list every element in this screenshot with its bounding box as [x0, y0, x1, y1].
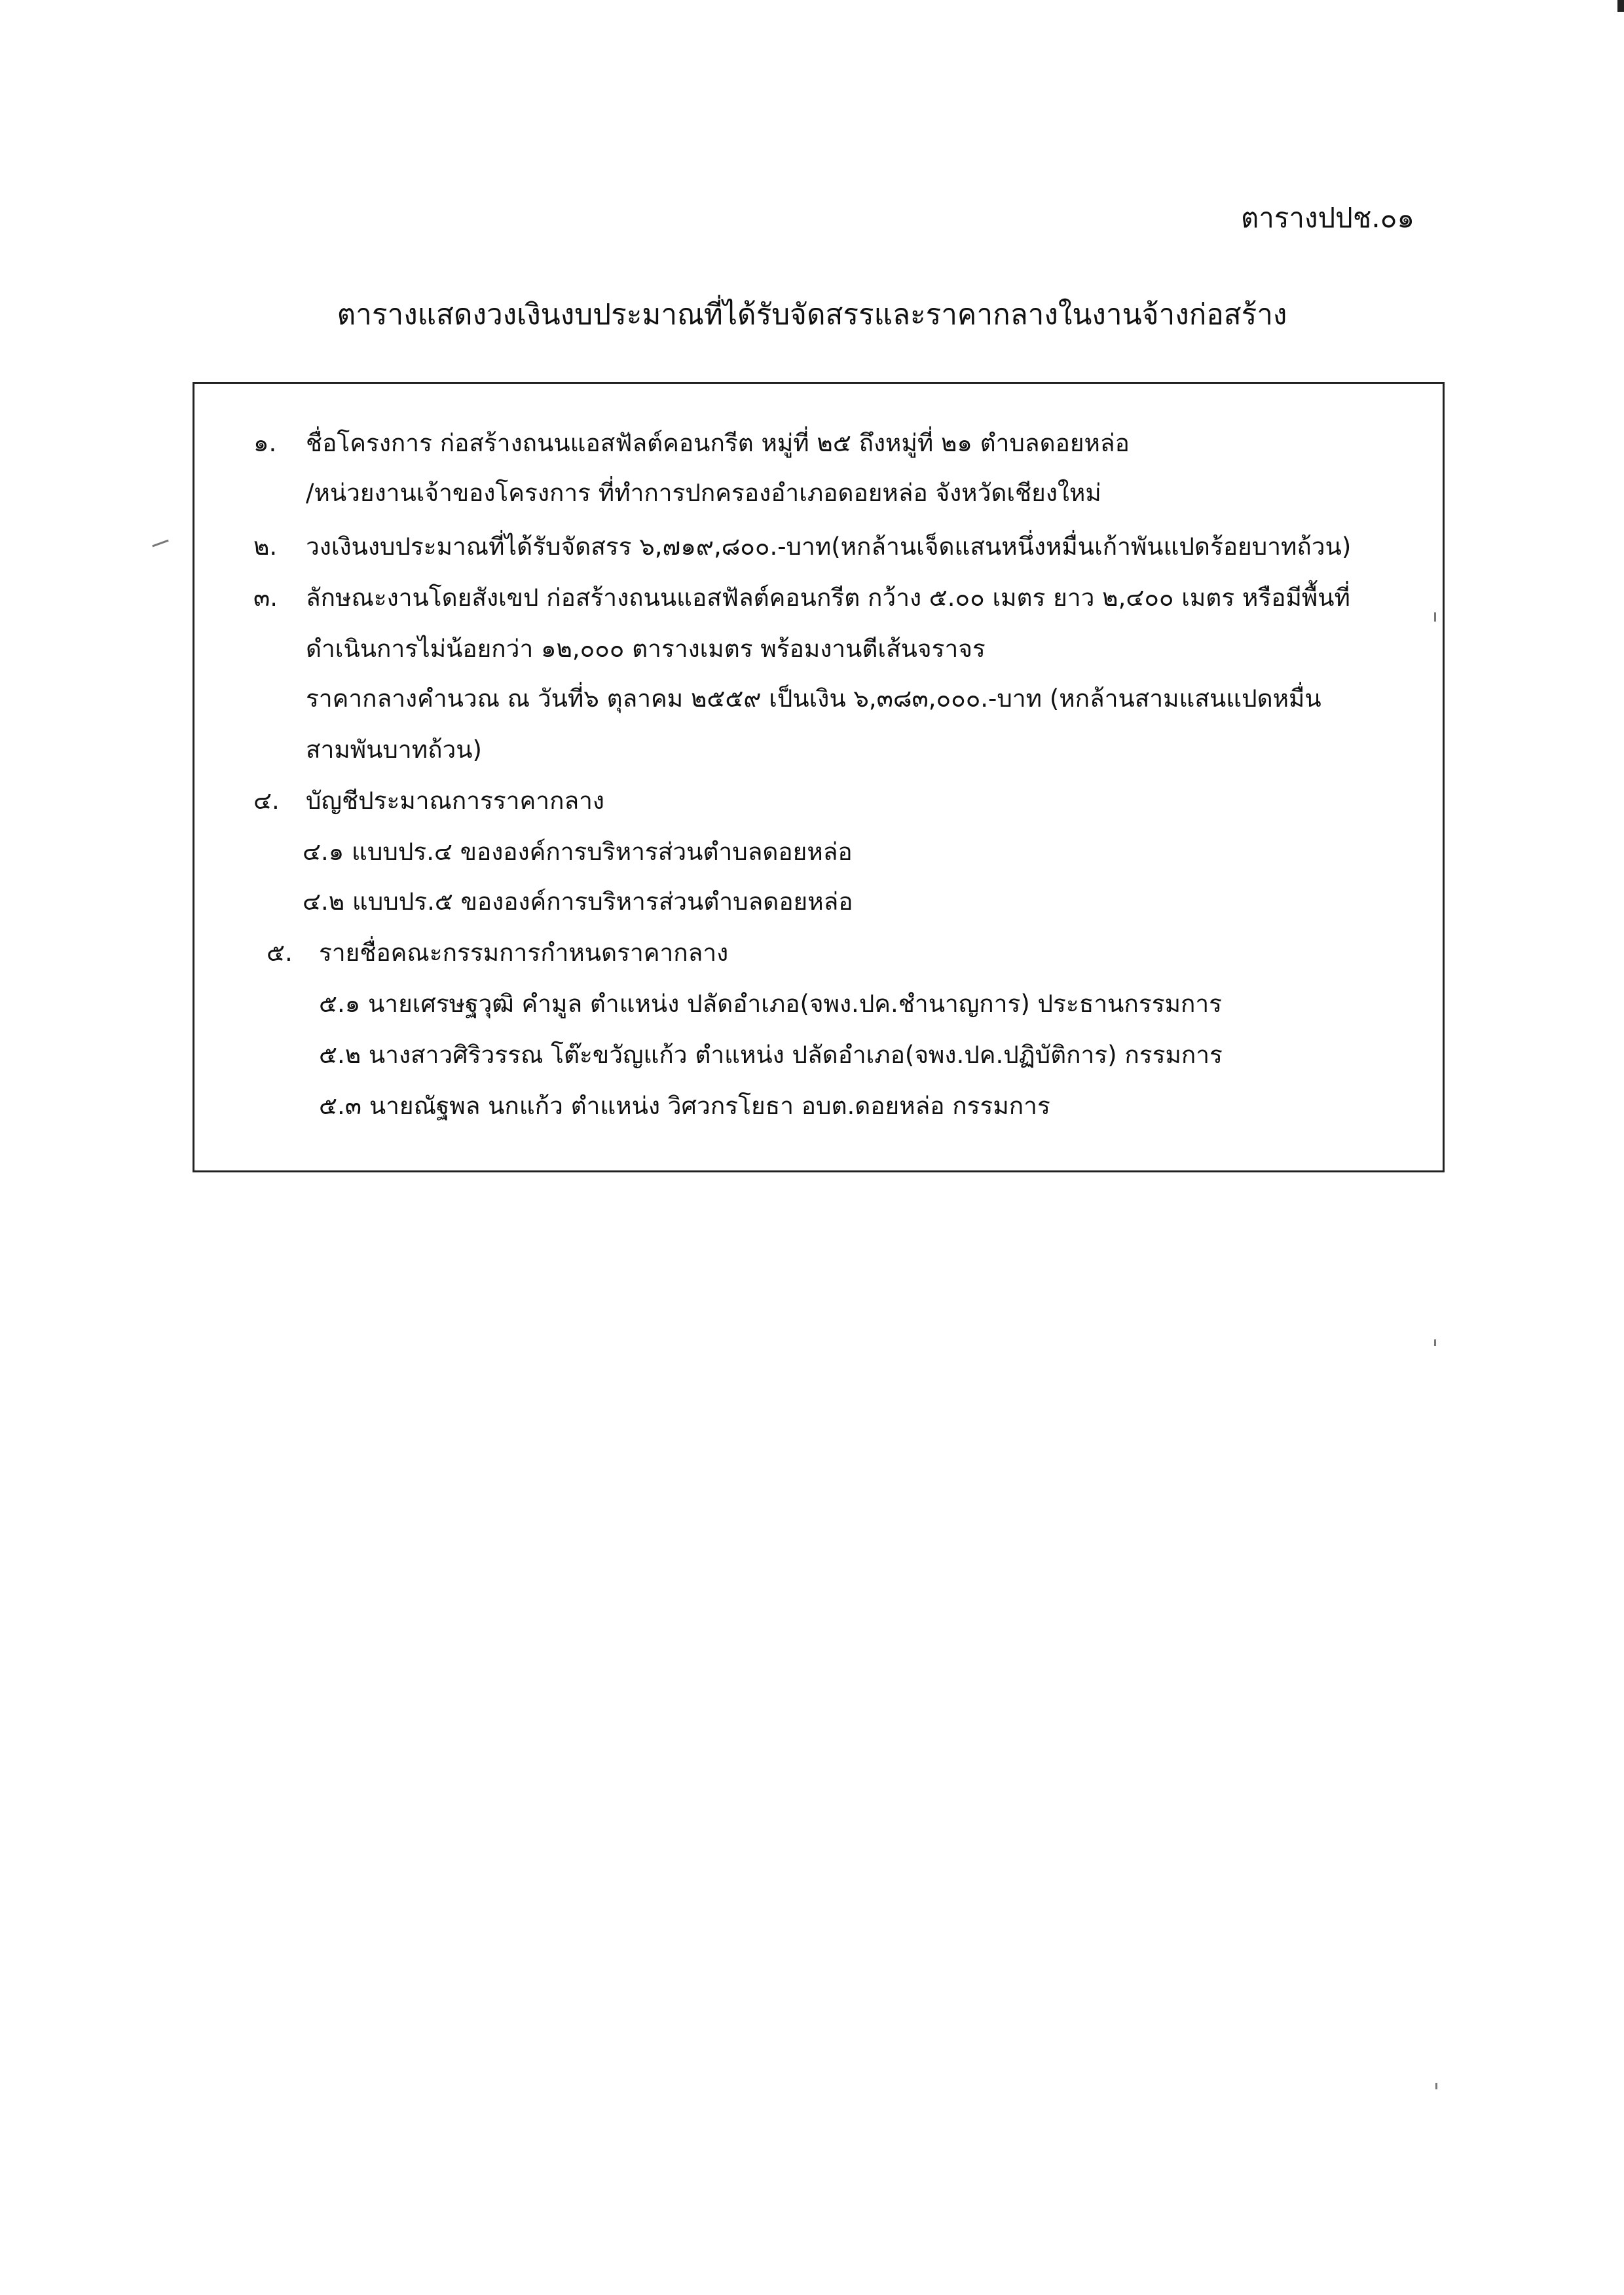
scan-mark	[1435, 2083, 1437, 2089]
item-4-line-1: บัญชีประมาณการราคากลาง	[306, 787, 604, 815]
item-5-line-1: รายชื่อคณะกรรมการกำหนดราคากลาง	[319, 939, 729, 967]
scan-mark	[1434, 1339, 1436, 1346]
item-3-line-3: ราคากลางคำนวณ ณ วันที่๖ ตุลาคม ๒๕๕๙ เป็นเงิน ๖,๓๘๓,๐๐๐.-บาท (หกล้านสามแสนแปดหมื่น	[306, 684, 1321, 713]
item-4-sub-1: ๔.๑ แบบปร.๔ ขององค์การบริหารส่วนตำบลดอยหล่อ	[303, 838, 853, 866]
document-title: ตารางแสดงวงเงินงบประมาณที่ได้รับจัดสรรและราคากลางในงานจ้างก่อสร้าง	[337, 298, 1287, 331]
form-code: ตารางปปช.๐๑	[1241, 202, 1414, 234]
item-5-number: ๕.	[267, 939, 293, 967]
item-2-number: ๒.	[253, 532, 278, 561]
scan-mark	[1434, 612, 1436, 622]
item-3-number: ๓.	[253, 584, 278, 612]
scan-mark	[1617, 0, 1624, 12]
item-3-line-4: สามพันบาทถ้วน)	[306, 736, 482, 764]
item-1-line-2: /หน่วยงานเจ้าของโครงการ ที่ทำการปกครองอำเภอดอยหล่อ จังหวัดเชียงใหม่	[306, 479, 1101, 507]
item-1-number: ๑.	[253, 429, 277, 457]
item-3-line-2: ดำเนินการไม่น้อยกว่า ๑๒,๐๐๐ ตารางเมตร พร้อมงานตีเส้นจราจร	[306, 635, 986, 663]
item-3-line-1: ลักษณะงานโดยสังเขป ก่อสร้างถนนแอสฟัลต์คอนกรีต กว้าง ๕.๐๐ เมตร ยาว ๒,๔๐๐ เมตร หรือมีพื้นที่	[306, 584, 1350, 612]
item-5-sub-1: ๕.๑ นายเศรษฐวุฒิ คำมูล ตำแหน่ง ปลัดอำเภอ(จพง.ปค.ชำนาญการ) ประธานกรรมการ	[319, 990, 1223, 1018]
scan-mark	[152, 540, 168, 548]
item-1-line-1: ชื่อโครงการ ก่อสร้างถนนแอสฟัลต์คอนกรีต หมู่ที่ ๒๕ ถึงหมู่ที่ ๒๑ ตำบลดอยหล่อ	[306, 429, 1130, 457]
item-5-sub-2: ๕.๒ นางสาวศิริวรรณ โต๊ะขวัญแก้ว ตำแหน่ง ปลัดอำเภอ(จพง.ปค.ปฏิบัติการ) กรรมการ	[319, 1041, 1223, 1069]
item-2-line-1: วงเงินงบประมาณที่ได้รับจัดสรร ๖,๗๑๙,๘๐๐.-บาท(หกล้านเจ็ดแสนหนึ่งหมื่นเก้าพันแปดร้อยบาทถ้วน)	[306, 532, 1352, 561]
item-4-number: ๔.	[253, 787, 280, 815]
item-5-sub-3: ๕.๓ นายณัฐพล นกแก้ว ตำแหน่ง วิศวกรโยธา อบต.ดอยหล่อ กรรมการ	[319, 1092, 1050, 1120]
project-info-box	[193, 382, 1445, 1172]
item-4-sub-2: ๔.๒ แบบปร.๕ ขององค์การบริหารส่วนตำบลดอยหล่อ	[303, 887, 853, 916]
